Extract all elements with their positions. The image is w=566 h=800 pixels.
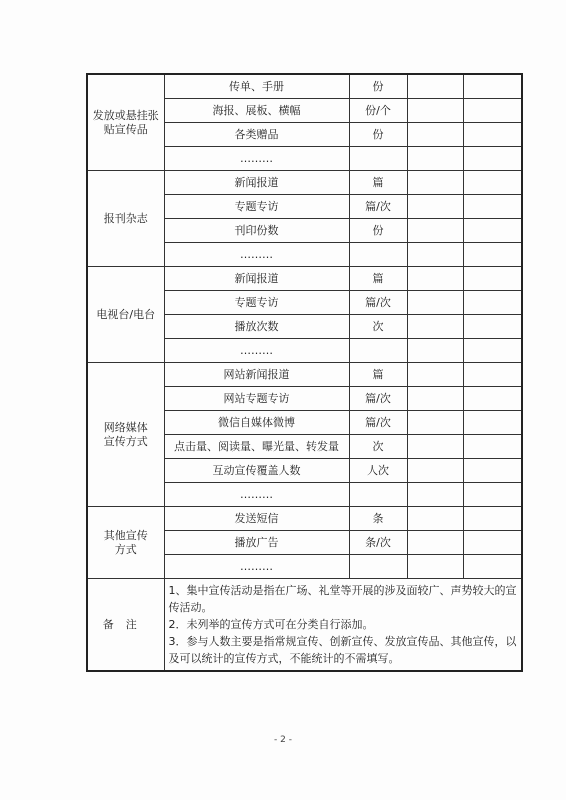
category-cell xyxy=(87,267,164,363)
table-body xyxy=(87,74,522,671)
unit-cell: 条/次 xyxy=(349,531,407,555)
item-cell: ……… xyxy=(164,147,349,171)
unit-cell xyxy=(349,339,407,363)
unit-cell xyxy=(349,483,407,507)
blank-cell[interactable] xyxy=(407,74,463,99)
remarks-line: 3．参与人数主要是指常规宣传、创新宣传、发放宣传品、其他宣传，以及可以统计的宣传方式，不能统计的不需填写。 xyxy=(168,635,517,665)
remarks-text xyxy=(164,579,522,672)
blank-cell[interactable] xyxy=(407,243,463,267)
category-label: 网络媒体 xyxy=(103,421,148,435)
blank-cell[interactable] xyxy=(407,123,463,147)
unit-cell: 人次 xyxy=(349,459,407,483)
blank-cell[interactable] xyxy=(463,147,522,171)
item-cell: ……… xyxy=(164,555,349,579)
remarks-line: 1、集中宣传活动是指在广场、礼堂等开展的涉及面较广、声势较大的宣传活动。 xyxy=(168,584,517,614)
blank-cell[interactable] xyxy=(463,555,522,579)
unit-cell: 篇 xyxy=(349,363,407,387)
unit-cell: 份 xyxy=(349,219,407,243)
blank-cell[interactable] xyxy=(407,555,463,579)
table-row xyxy=(87,363,522,387)
unit-cell: 篇 xyxy=(349,171,407,195)
item-cell: 传单、手册 xyxy=(164,74,349,99)
item-cell: ……… xyxy=(164,339,349,363)
blank-cell[interactable] xyxy=(463,411,522,435)
blank-cell[interactable] xyxy=(407,459,463,483)
blank-cell[interactable] xyxy=(407,387,463,411)
blank-cell[interactable] xyxy=(463,123,522,147)
blank-cell[interactable] xyxy=(463,531,522,555)
category-cell xyxy=(87,171,164,267)
blank-cell[interactable] xyxy=(407,219,463,243)
item-cell: 发送短信 xyxy=(164,507,349,531)
blank-cell[interactable] xyxy=(407,435,463,459)
unit-cell: 次 xyxy=(349,315,407,339)
blank-cell[interactable] xyxy=(407,195,463,219)
unit-cell xyxy=(349,147,407,171)
blank-cell[interactable] xyxy=(407,99,463,123)
table-row xyxy=(87,507,522,531)
page-number: - 2 - xyxy=(274,735,292,745)
item-cell: 专题专访 xyxy=(164,195,349,219)
category-cell xyxy=(87,507,164,579)
unit-cell: 篇/次 xyxy=(349,195,407,219)
category-label: 其他宣传 xyxy=(103,529,148,543)
item-cell: 微信自媒体微博 xyxy=(164,411,349,435)
remarks-row xyxy=(87,579,522,672)
blank-cell[interactable] xyxy=(463,291,522,315)
blank-cell[interactable] xyxy=(407,171,463,195)
blank-cell[interactable] xyxy=(463,195,522,219)
blank-cell[interactable] xyxy=(463,363,522,387)
blank-cell[interactable] xyxy=(463,74,522,99)
item-cell: 专题专访 xyxy=(164,291,349,315)
blank-cell[interactable] xyxy=(407,291,463,315)
remarks-label: 备注 xyxy=(87,579,164,672)
blank-cell[interactable] xyxy=(463,387,522,411)
category-cell xyxy=(87,74,164,171)
unit-cell xyxy=(349,243,407,267)
table-row xyxy=(87,171,522,195)
blank-cell[interactable] xyxy=(407,483,463,507)
unit-cell: 份 xyxy=(349,123,407,147)
blank-cell[interactable] xyxy=(463,219,522,243)
statistics-table xyxy=(86,73,523,672)
unit-cell xyxy=(349,555,407,579)
item-cell: 播放次数 xyxy=(164,315,349,339)
category-label: 电视台/电台 xyxy=(96,307,156,321)
unit-cell: 篇/次 xyxy=(349,411,407,435)
blank-cell[interactable] xyxy=(463,171,522,195)
blank-cell[interactable] xyxy=(407,531,463,555)
blank-cell[interactable] xyxy=(463,243,522,267)
table-row xyxy=(87,267,522,291)
blank-cell[interactable] xyxy=(407,411,463,435)
blank-cell[interactable] xyxy=(407,507,463,531)
item-cell: 海报、展板、横幅 xyxy=(164,99,349,123)
blank-cell[interactable] xyxy=(463,315,522,339)
unit-cell: 份 xyxy=(349,74,407,99)
unit-cell: 篇/次 xyxy=(349,291,407,315)
blank-cell[interactable] xyxy=(407,147,463,171)
item-cell: 网站新闻报道 xyxy=(164,363,349,387)
remarks-line: 2．未列举的宣传方式可在分类自行添加。 xyxy=(168,618,374,631)
item-cell: 新闻报道 xyxy=(164,171,349,195)
blank-cell[interactable] xyxy=(463,483,522,507)
category-label: 贴宣传品 xyxy=(103,122,148,136)
blank-cell[interactable] xyxy=(463,339,522,363)
blank-cell[interactable] xyxy=(463,435,522,459)
blank-cell[interactable] xyxy=(463,459,522,483)
item-cell: 网站专题专访 xyxy=(164,387,349,411)
unit-cell: 篇/次 xyxy=(349,387,407,411)
blank-cell[interactable] xyxy=(407,315,463,339)
item-cell: 各类赠品 xyxy=(164,123,349,147)
blank-cell[interactable] xyxy=(463,99,522,123)
category-label: 发放或悬挂张 xyxy=(92,109,159,123)
unit-cell: 份/个 xyxy=(349,99,407,123)
unit-cell: 篇 xyxy=(349,267,407,291)
unit-cell: 条 xyxy=(349,507,407,531)
blank-cell[interactable] xyxy=(407,339,463,363)
item-cell: 播放广告 xyxy=(164,531,349,555)
category-label: 报刊杂志 xyxy=(103,211,148,225)
table-row xyxy=(87,74,522,99)
item-cell: ……… xyxy=(164,243,349,267)
category-label: 方式 xyxy=(114,542,137,556)
blank-cell[interactable] xyxy=(407,363,463,387)
item-cell: ……… xyxy=(164,483,349,507)
item-cell: 点击量、阅读量、曝光量、转发量 xyxy=(164,435,349,459)
blank-cell[interactable] xyxy=(407,267,463,291)
blank-cell[interactable] xyxy=(463,267,522,291)
item-cell: 新闻报道 xyxy=(164,267,349,291)
unit-cell: 次 xyxy=(349,435,407,459)
blank-cell[interactable] xyxy=(463,507,522,531)
item-cell: 互动宣传覆盖人数 xyxy=(164,459,349,483)
category-cell xyxy=(87,363,164,507)
item-cell: 刊印份数 xyxy=(164,219,349,243)
category-label: 宣传方式 xyxy=(103,434,148,448)
